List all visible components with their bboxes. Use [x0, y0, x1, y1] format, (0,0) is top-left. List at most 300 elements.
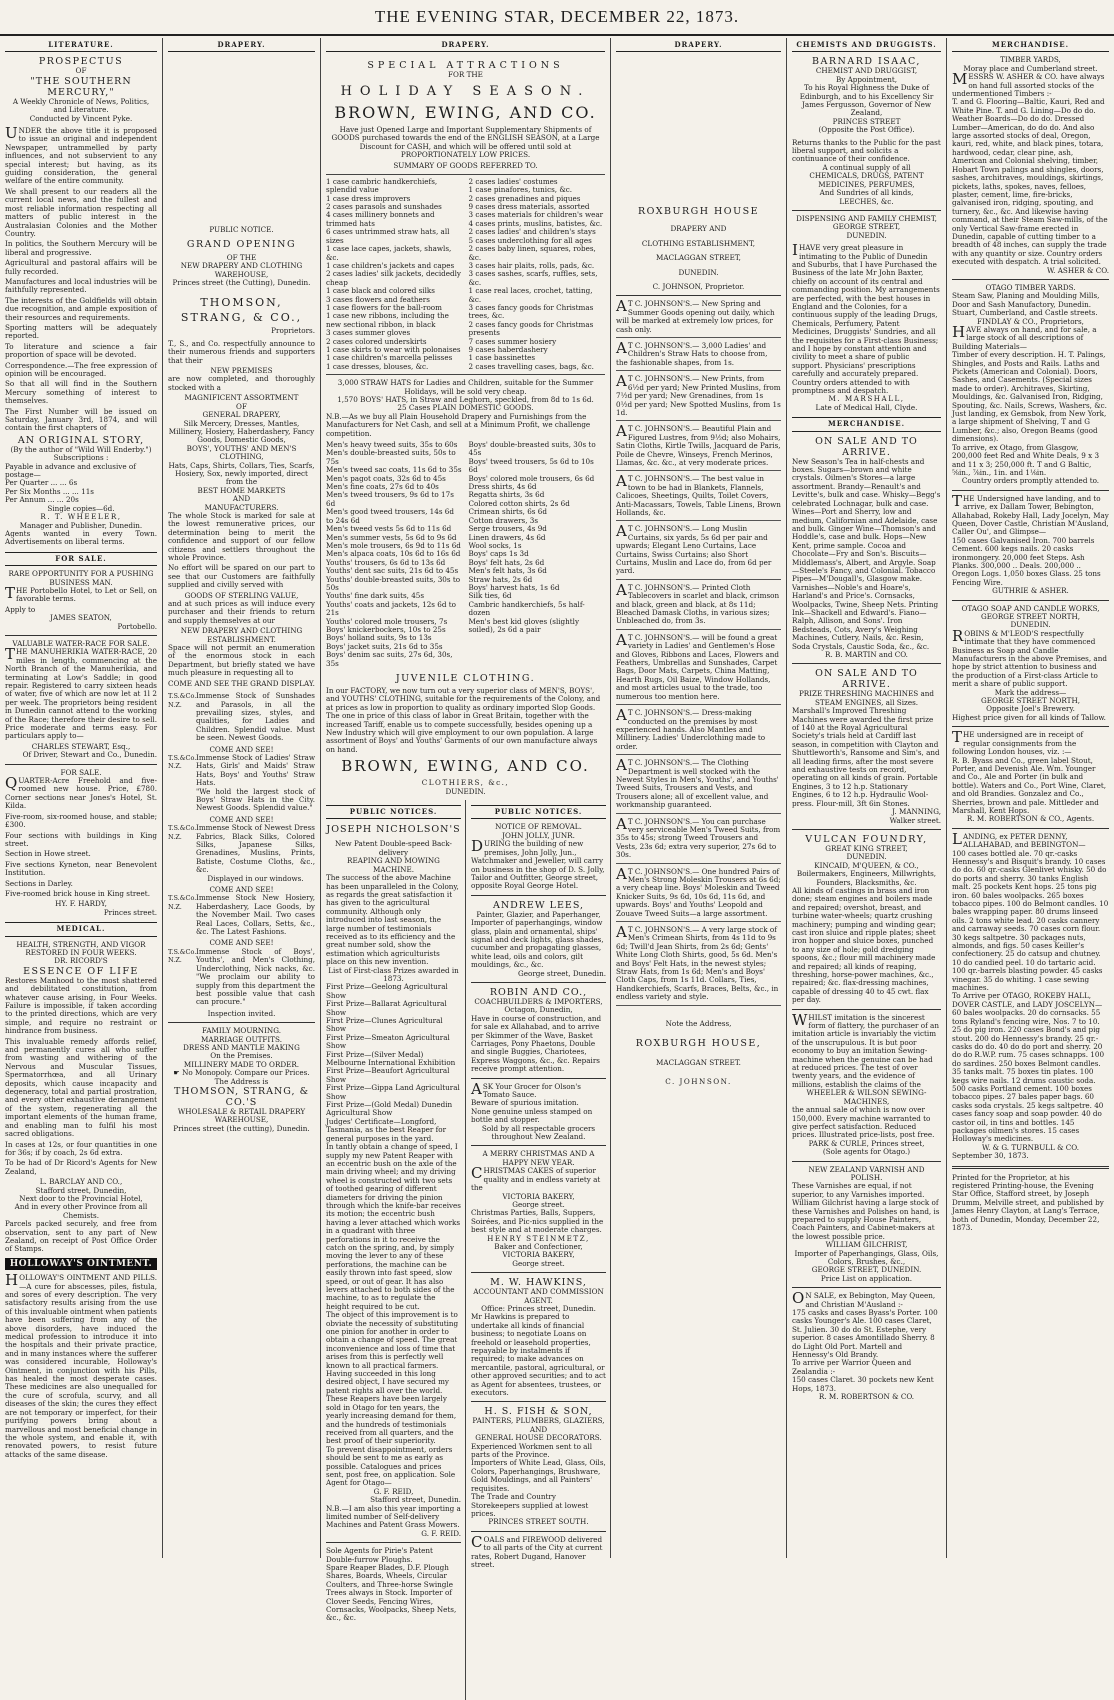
ad-title: GOODS OF STERLING VALUE, — [184, 590, 299, 600]
ad-title: WHEELER & WILSON SEWING-MACHINES, — [806, 1088, 927, 1106]
ad-place: George street, Dunedin. — [518, 968, 606, 978]
goods-item: 1 case bassinettes — [468, 353, 536, 363]
subscription-single: Single copies—6d. — [47, 503, 115, 513]
side-label: T.S.&Co. N.Z. — [168, 753, 197, 771]
ad-name: G. F. REID, — [373, 1486, 414, 1496]
price-item: Crimean shirts, 6s 6d — [468, 507, 547, 517]
ad-body: 25 Cases PLAIN DOMESTIC GOODS. — [397, 403, 534, 413]
ad-place: Stafford street, Dunedin, — [35, 1185, 127, 1195]
stock-item: Immense Stock of Boys', Youths', and Men's Clothing, Underclothing, Nick nacks, &c. "We proclaim our ability to supply from this department the best possible value that cash can procure." — [196, 946, 315, 1007]
price-item: Youths' dent sac suits, 21s 6d to 45s — [326, 566, 459, 576]
prize-list — [326, 983, 461, 1118]
ad-body: Five-roomed brick house in King street. — [5, 888, 150, 898]
ad-body: Christmas Parties, Balls, Suppers, Soirées, and Pic-nics supplied in the best style and at moderate charges. — [471, 1208, 604, 1235]
ad-body: 100 cases bottled ale. 70 qr.-casks Hennessy's and Bisquit's brandy. 10 cases do do. 60 qr.-casks Glenlivet whisky. 50 do do ports and sherry. 30 tanks English malt. 25 pockets Kent hops. 25 tons pig iron. 60 bales woolpacks. 265 boxes tobacco pipes. 100 do Belmont candles. 10 bales wrapping paper. 80 drums linseed oils. 2 tons white lead. 20 casks cannery and carraway seeds. 70 cases corn flour. 30 kegs saltpetre. 30 packages nuts, almonds, and figs. 50 cases Keiller's confectionery. 25 do catsup and chutney. 10 do candied peel. 10 do tartaric acid. 100 qr.-barrels blasting powder. 45 casks vinegar. 35 do whiting. 1 case sewing machines. — [952, 848, 1109, 993]
ad-text: COACHBUILDERS & IMPORTERS, — [474, 996, 603, 1006]
side-label: T.S.&Co. N.Z. — [168, 894, 197, 911]
ad-place: DUNEDIN. — [846, 230, 887, 240]
goods-item: 2 cases colored underskirts — [326, 336, 427, 346]
johnson-ad: AT C. JOHNSON'S.— You can purchase very serviceable Men's Tweed Suits, from 35s to 45s; strong Tweed Trousers and Vests, 23s 6d; extra very superior, 27s 6d to 30s. — [616, 818, 781, 864]
column-literature — [0, 38, 163, 1558]
ad-body: Space will not permit an enumeration of the enormous stock in each Department, but briefly stated we have much pleasure in requesting all to — [168, 643, 315, 678]
prize-item: First Prize—(Gold Medal) Dunedin Agricultural Show — [326, 1100, 453, 1118]
column-heading: DRAPERY. — [326, 38, 605, 52]
ad-name: WILLIAM GILCHRIST, — [825, 1240, 908, 1250]
goods-item: 1 case new ribbons, including the new sectional ribbon, in black — [326, 311, 449, 329]
ad-body: In our FACTORY, we now turn out a very superior class of MEN'S, BOYS', and YOUTHS' CLOTHING, suitable for the requirements of the Colony, and at prices as low in proportion to quality as ordinary imported Slop Goods. The one in price of this class of labor in Great Britain, together with the increased Tariff, enable us to compete successfully, besides opening up a New Industry which will give employment to our own population. A large assortment of Boys' and Youths' Garments of our own manufacture always on hand. — [326, 686, 601, 754]
section-heading: MEDICAL. — [5, 922, 157, 936]
johnson-ad: AT C. JOHNSON'S.— The best value in town to be had in Blankets, Flannels, Calicoes, Sheetings, Quilts, Toilet Covers, Anti-Macassars, Towels, Table Linens, Brown Hollands, &c. — [616, 475, 781, 521]
price-item: Boys' knickerbockers, 10s to 25s — [326, 624, 446, 634]
stock-item: Immense Stock of Sunshades and Parasols, in all the prevailing sizes, styles, and qualities, for Ladies and Children. Splendid value. Must be seen. Newest Goods. — [196, 691, 315, 743]
side-label: T.S.&Co. N.Z. — [168, 824, 197, 841]
prize-item: First Prize—(Silver Medal) Melbourne International Exhibition — [326, 1049, 456, 1068]
holloway-banner: HOLLOWAY'S OINTMENT. — [5, 1258, 157, 1270]
ad-name: JOHN JOLLY, JUNR. — [502, 830, 575, 840]
price-item: Linen drawers, 4s 6d — [468, 532, 546, 542]
prospectus-body: The First Number will be issued on Saturday, January 3rd, 1874, and will contain the first chapters of — [5, 406, 157, 433]
goods-item: 9 cases haberdashery — [468, 344, 548, 354]
subscription-rate: Per Quarter ... ... 6s — [5, 478, 78, 488]
ad-title: DRESS AND MANTLE MAKING — [183, 1042, 300, 1052]
goods-item: 1 case cambric handkerchiefs, splendid value — [326, 176, 438, 195]
ad-body: THE Portobello Hotel, to Let or Sell, on favorable terms. — [5, 583, 157, 604]
ad-title: PRIZE THRESHING MACHINES and STEAM ENGINES, all Sizes. — [798, 689, 935, 707]
ad-body: Steam Saw, Planing and Moulding Mills, Door and Sash Manufactory, Dunedin. Stuart, Cumberland, and Castle streets. — [952, 291, 1100, 318]
ad-place: GEORGE STREET, — [832, 222, 901, 232]
ad-title: BOYS', YOUTHS' AND MEN'S CLOTHING, — [186, 443, 297, 462]
stock-item: Immense Stock of Ladies' Straw Hats, Girls' and Maids' Straw Hats, Boys' and Youths' Straw Hats. — [196, 752, 315, 788]
ad-body: ROBINS & M'LEOD'S respectfully intimate that they have commenced Business as Soap and Candle Manufacturers in the above Premises, and hope by strict attention to business and the production of a First-class Article to merit a share of public support. — [952, 626, 1107, 689]
ad-name: HY. F. HARDY, — [55, 899, 107, 909]
ad-body: Spare Reaper Blades, D.F. Plough Shares, Boards, Wheels, Circular Coulters, and Three-horse Swingle Trees always in Stock. Importer of Clover Seeds, Fencing Wires, Cornsacks, Woolpacks, Sheep Nets, &c., &c. — [326, 1563, 457, 1623]
johnson-ad: AT C. JOHNSON'S.— One hundred Pairs of Men's Strong Moleskin Trousers at 6s 6d; a very cheap line. Boys' Moleskin and Tweed Knicker Suits, 9s 6d, 10s 6d, 11s 6d, and upwards. Boys' and Youths' Leopold and Zouave Tweed Suits—a large assortment. — [616, 868, 781, 922]
ad-body: QUARTER-Acre Freehold and five-roomed new house. Price, £780. Corner sections near Jones's Hotel, St. Kilda. — [5, 774, 157, 811]
firm-name: THOMSON, STRANG, & CO.'S — [173, 1085, 310, 1108]
ad-title: NOTICE OF REMOVAL. — [495, 822, 582, 832]
ad-title: VULCAN FOUNDRY, — [805, 833, 928, 845]
section-heading: PUBLIC NOTICES. — [326, 805, 461, 819]
ad-body: To Arrive per OTAGO, ROKEBY HALL, DOVER CASTLE, and LADY JOSCELYN— — [952, 991, 1103, 1009]
ad-place: MACLAGGAN STREET. — [656, 1058, 741, 1068]
goods-item: 3 cases hair plaits, rolls, pads, &c. — [468, 260, 595, 270]
goods-item: 1 case dresses, blouses, &c. — [326, 361, 429, 371]
goods-item: 6 cases untrimmed straw hats, all sizes — [326, 227, 450, 245]
price-item: Cambric handkerchiefs, 5s half-dozen — [468, 599, 585, 618]
ad-body: Have just Opened Large and Important Supplementary Shipments of GOODS purchased towards the end of the ENGLISH SEASON, at a Large Discount for CASH, and which will be offered until sold at PROPORTIONATELY LOW PRICES. — [331, 124, 600, 160]
ad-body: T. and G. Flooring—Baltic, Kauri, Red and White Pine. T. and G. Lining—Do do do. Weather Boards—Do do do. Dressed Lumber—American, do do do. And also large assorted stocks of deal, Oregon, kauri, red, white, and black pines, totara, hardwood, cedar, clear pine, ash, American and Colonial shelving, timber, Hobart Town palings and shingles, doors, sashes, architraves, mouldings, skirtings, pickets, laths, spokes, naves, felloes, plaster, cement, lime, fire-bricks, galvanised iron, ridging, spouting, and turnery, &c., &c. And likewise having command, at their Steam Saw-mills, of the only Vertical Saw-frame erected in Dunedin, capable of cutting timber to a breadth of 48 inches, can supply the trade with any quantity or size. Country orders executed with despatch. A trial solicited. — [952, 97, 1108, 267]
goods-item: 1 case lace capes, jackets, shawls, &c. — [326, 244, 452, 262]
ad-title: GENERAL DRAPERY, — [202, 410, 281, 420]
ad-text: Baker and Confectioner, — [494, 1241, 583, 1251]
johnson-ad: AT C. JOHNSON'S.— will be found a great variety in Ladies' and Gentlemen's Hose and Gloves, Ribbons and Laces, Flowers and Feathers, Umbrellas and Sunshades, Carpet Bags, Door Mats, Carpets, China Matting, Hearth Rugs, Oil Baize, Window Hollands, and most articles usual to the trade, too numerous too mention here. — [616, 634, 781, 705]
ad-body: ASK Your Grocer for Olson's Tomato Sauce. — [471, 1079, 581, 1100]
ad-body: T., S., and Co. respectfully announce to their numerous friends and supporters that their — [168, 338, 315, 365]
ad-place: DUNEDIN. — [678, 267, 719, 277]
story-by: (By the author of "Wild Will Enderby.") — [10, 444, 152, 454]
ad-place: (Opposite the Post Office). — [818, 125, 915, 135]
goods-item: 3 cases flowers and feathers — [326, 294, 430, 304]
price-item: Boys' tweed trousers, 5s 6d to 10s 6d — [468, 456, 594, 475]
ad-name: W. ASHER & CO. — [1047, 265, 1109, 275]
johnson-ad: AT C. JOHNSON'S.— New Spring and Summer Goods opening out daily, which will be marked at extremely low prices, for cash only. — [616, 300, 781, 338]
ad-title: JUVENILE CLOTHING. — [395, 673, 536, 684]
ad-place: Princes street (the Cutting), Dunedin. — [172, 278, 311, 288]
ad-text: OF THE — [226, 252, 257, 262]
ad-body: N.B.—As we buy all Plain Household Drapery and Furnishings from the Manufacturers for Net Cash, and sell at a Minimum Profit, we challenge competition. — [326, 411, 591, 438]
ad-body: Importers of White Lead, Glass, Oils, Colors, Paperhangings, Brushware, Gold Mouldings, and all Painters' requisites. — [471, 1458, 606, 1493]
prospectus-body: We shall present to our readers all the current local news, and the fullest and most reliable information respecting all matters of public interest in the Australasian Colonies and the Mother Country. — [5, 186, 157, 238]
subscription-rate: Per Six Months ... ... 11s — [5, 486, 94, 496]
ad-title: GENERAL HOUSE DECORATORS. — [475, 1433, 602, 1443]
price-item: Boys' colored mole trousers, 6s 6d — [468, 473, 595, 483]
column-heading: DRAPERY. — [168, 38, 315, 52]
ad-title: FAMILY MOURNING. — [201, 1026, 281, 1036]
goods-list — [469, 178, 606, 371]
ad-body: and at such prices as will induce every purchaser and their friends to return and supply themselves at our — [168, 599, 315, 625]
price-item: Dress shirts, 4s 6d — [468, 482, 537, 492]
goods-list — [326, 178, 463, 371]
firm-name: THOMSON, STRANG, & CO., — [180, 296, 303, 325]
johnson-ad: AT C. JOHNSON'S.— A very large stock of Men's Crimean Shirts, from 4s 11d to 9s 6d; Twill'd Jean Shirts, from 2s 6d; Gents' White Long Cloth Shirts, good, 5s 6d. Men's and Boys' Felt Hats, in the newest styles; Straw Hats, from 1s 6d; Men's and Boys' Cloth Caps, from 1s 11d. Collars, Ties, Handkerchiefs, Scarfs, Braces, Belts, &c., in endless variety and style. — [616, 926, 781, 1006]
price-item: Youths' colored mole trousers, 7s — [326, 616, 448, 626]
prospectus-body: The interests of the Goldfields will obtain due recognition, and ample exposition of their resources and requirements. — [5, 295, 157, 322]
ad-place: Of Driver, Stewart and Co., Dunedin. — [22, 750, 157, 760]
ad-title: COME AND SEE! — [209, 885, 274, 895]
column-heading: CHEMISTS AND DRUGGISTS. — [792, 38, 941, 52]
imprint: Printed for the Proprietor, at his registered Printing-house, the Evening Star Office, Stafford street, by Joseph Drumm, Melville street, and published by James Henry Clayton, at Lang's Terrace, both of Dunedin, Monday, December 22, 1873. — [952, 1172, 1104, 1233]
price-item: Serge trousers, 4s 9d — [468, 524, 547, 534]
ad-name: J. MANNING, — [892, 807, 941, 817]
ad-body: In cases at 12s, or four quantities in one for 36s; if by coach, 2s 6d extra. — [5, 1139, 157, 1157]
johnson-ad: AT C. JOHNSON'S.— Beautiful Plain and Figured Lustres, from 9½d; also Mohairs, Satin Cloths, Kirtle Twills, Jacquard de Paris, Poile de Chevre, Winseys, French Merinos, Llamas, &c. &c., at very moderate prices. — [616, 425, 781, 471]
price-item: Boys' holland suits, 9s to 13s — [326, 633, 432, 643]
ad-body: LANDING, ex PETER DENNY, ALLAHABAD, and BEBINGTON— — [952, 829, 1086, 850]
ad-body: CHRISTMAS CAKES of superior quality and in endless variety at the — [471, 1164, 601, 1193]
ad-text: (Sole agents for Otago.) — [822, 1147, 911, 1157]
price-item: Men's double-breasted suits, 50s to 75s — [326, 448, 456, 466]
ad-body: 3,000 STRAW HATS for Ladies and Children, suitable for the Summer Holidays, will be sold very cheap. — [337, 378, 594, 396]
ad-title: MILLINERY MADE TO ORDER. — [183, 1059, 300, 1069]
goods-item: 4 cases millinery bonnets and trimmed hats — [326, 210, 435, 228]
ad-title: List of First-class Prizes awarded in 1873. — [328, 965, 459, 983]
ad-text: FOR THE — [448, 70, 483, 80]
ad-text: On the Premises. — [210, 1051, 273, 1061]
ad-text: AND — [529, 1424, 548, 1434]
goods-item: 1 case pinafores, tunics, &c. — [468, 185, 573, 195]
ad-title: RARE OPPORTUNITY FOR A PUSHING BUSINESS MAN. — [8, 569, 154, 587]
ad-name: C. JOHNSON. — [665, 1076, 732, 1086]
ad-title: A MERRY CHRISTMAS AND A HAPPY NEW YEAR. — [482, 1149, 595, 1167]
price-item: Silk ties, 6d — [468, 591, 512, 601]
ad-body: THE MANUHERIKIA WATER-RACE, 20 miles in length, commencing at the North Branch of the Manuherikia, and terminating at Low's Saddle; in good repair. Registered to carry sixteen heads of water, five of which are now let at 1l 2 per week. The proprietors being resident in Dunedin cannot attend to the working of the Race; therefore their desire to sell. Price moderate and terms easy. For particulars apply to— — [5, 645, 157, 741]
ad-title: NEW ZEALAND VARNISH AND POLISH. — [808, 1164, 925, 1182]
ad-place: Next door to the Provincial Hotel, — [19, 1193, 143, 1203]
prize-item: First Prize—Geelong Agricultural Show — [326, 982, 448, 1000]
ad-title: ON SALE AND TO ARRIVE. — [815, 668, 918, 691]
ad-body: Experienced Workmen sent to all parts of the Province. — [471, 1441, 593, 1460]
ad-place: PRINCES STREET SOUTH. — [488, 1517, 589, 1527]
ad-title: NEW PREMISES — [210, 366, 273, 376]
ad-text: ☛ No Monopoly. Compare our Prices. — [173, 1068, 310, 1078]
ad-body: WHILST imitation is the sincerest form of flattery, the purchaser of an imitation article is invariably the victim of the unscrupulous. It is but poor economy to buy an imitation Sewing-machine when the genuine can be had at reduced prices. The test of over twenty years, and the evidence of millions, establish the claims of the — [792, 1010, 939, 1089]
goods-item: 7 cases summer hosiery — [468, 336, 557, 346]
ad-title: JOSEPH NICHOLSON'S — [326, 824, 461, 836]
ad-body: 1,570 BOYS' HATS, in Straw and Leghorn, speckled, from 8d to 1s 6d. — [337, 395, 594, 404]
ad-title: BEST HOME MARKETS — [197, 485, 286, 495]
price-item: Wool socks, 1s — [468, 540, 522, 550]
ad-body: Parcels packed securely, and free from observation, sent to any part of New Zealand, on receipt of Post Office Order of Stamps. — [5, 1219, 157, 1254]
ad-title: VALUABLE WATER-RACE FOR SALE. — [12, 638, 150, 648]
ad-title: WAREHOUSE, — [214, 1115, 269, 1125]
ad-body: Judges' Certificate—Longford, Tasmania, as the best Reaper for general purposes in the yard. — [326, 1116, 447, 1143]
ad-body: HAVE always on hand, and for sale, a large stock of all descriptions of Building Materials— — [952, 323, 1097, 351]
ad-body: Importer of paperhangings, window glass, plain and ornamental, ships' signal and deck lights, glass shades, cucumber and propagating glasses, white lead, oils and colors, gilt mouldings, &c., &c. — [471, 918, 604, 970]
ad-place: George street. — [512, 1258, 565, 1268]
ad-place: Octagon, Dunedin, — [504, 1005, 573, 1015]
johnson-ad: AT C. JOHNSON'S.— New Prints, from 6½d per yard; New Printed Muslins, from 7½d per yard; New Grenadines, from 1s 0½d per yard; New Spotted Muslins, from 1s 1d. — [616, 375, 781, 421]
ad-body: To be had of Dr Ricord's Agents for New Zealand, — [5, 1158, 157, 1176]
johnson-ad: AT C. JOHNSON'S.— Printed Cloth Tablecovers in scarlet and black, crimson and black, green and black, at 8s 11d; Bleached Damask Cloths, in various sizes; Unbleached do, from 3s. — [616, 584, 781, 630]
goods-item: 5 cases underclothing for all ages — [468, 235, 592, 245]
side-label: T.S.&Co. N.Z. — [168, 947, 197, 965]
price-item: Men's mole trousers, 6s 9d to 11s 6d — [326, 540, 461, 550]
goods-item: 2 cases ladies' silk jackets, decidedly cheap — [326, 269, 461, 287]
ad-body: No effort will be spared on our part to see that our Customers are faithfully supplied and civilly served with — [168, 563, 315, 590]
ad-body: To arrive per Warrior Queen and Zealandia :- — [792, 1358, 912, 1376]
goods-item: 1 case flowers for the ball-room — [326, 302, 442, 312]
prospectus-body: In politics, the Southern Mercury will be liberal and progressive. — [5, 239, 157, 257]
ad-body: Just landing, ex Gemsbok, from New York, a large shipment of Shelving, T and G Lumber, &c.; also, Oregon Beams (good dimensions). — [952, 409, 1107, 444]
ad-body: All kinds of castings in brass and iron done; steam engines and boilers made and repaired; overshot, breast, and turbine water-wheels; quartz crushing machinery; pumping and winding gear; cast iron sluice and ripple plates; sheet iron hopper and sluice boxes, punched to any size of hole; gold dredging spoons, &c.; flour mill machinery made and repaired; all kinds of reaping, threshing, horse-power machines, &c., repaired; &c. flax-dressing machines, capable of dressing 40 to 45 cwt. flax per day. — [792, 885, 936, 1005]
ad-name: DR. RICORD'S — [54, 956, 108, 966]
ad-name: M. MARSHALL, — [828, 394, 905, 404]
ad-text: By Appointment, — [835, 74, 898, 84]
section-heading: FOR SALE. — [5, 552, 157, 566]
ad-place: DUNEDIN. — [846, 852, 887, 862]
ad-title: COME AND SEE THE GRAND DISPLAY. — [168, 678, 315, 688]
ad-name: KINCAID, M'QUEEN, & CO., — [814, 860, 919, 870]
ad-body: Sections in Darley. — [5, 878, 73, 888]
ad-body: These Reapers have been largely sold in Otago for ten years, the yearly increasing demand for them, and the hundreds of testimonials received from all quarters, and the best proof of their superiority. — [326, 1394, 457, 1446]
price-item: Colored cotton shirts, 2s 6d — [468, 498, 570, 508]
ad-name: JAMES SEATON, — [50, 613, 112, 623]
masthead-title: THE EVENING STAR, DECEMBER 22, 1873. — [374, 7, 740, 26]
ad-title: HOLIDAY SEASON. — [340, 83, 591, 99]
ad-body: COALS and FIREWOOD delivered to all parts of the City at current rates, Robert Dugand, Hanover street. — [471, 1532, 603, 1569]
section-heading: PUBLIC NOTICES. — [471, 805, 606, 819]
ad-body: 150 cases Galvanised Iron. 700 barrels Cement. 600 kegs nails. 20 casks ironmongery. 20,000 feet Steps. Ash Planks. 300,000 .. Deals. 200,000 .. Oregon Logs. 1,050 boxes Glass. 25 tons Fencing Wire. — [952, 535, 1101, 587]
goods-item: 3 cases summer gloves — [326, 328, 411, 338]
ad-title: NEW DRAPERY AND CLOTHING WAREHOUSE, — [180, 261, 303, 279]
price-item: Boys' jacket suits, 21s 6d to 35s — [326, 641, 443, 651]
firm-name: BROWN, EWING, AND CO. — [341, 757, 590, 776]
price-item: Youths' coats and jackets, 12s 6d to 21s — [326, 599, 456, 618]
column-heading: MERCHANDISE. — [952, 38, 1109, 52]
prize-item: First Prize—Smeaton Agricultural Show — [326, 1032, 450, 1051]
prospectus-body: Sporting matters will be adequately reported. — [5, 322, 157, 341]
ad-text: Hats, Caps, Shirts, Collars, Ties, Scarfs, Hosiery, Sox, newly imported, direct from the — [168, 460, 315, 487]
ad-body: HOLLOWAY'S OINTMENT AND PILLS.—A cure for abscesses, piles, fistula, and sores of every description. The very satisfactory results arising from the use of this invaluable ointment when patients have been suffering from any of the above disorders, have induced the medical profession to introduce it into the hospitals and their private practice, and in many instances where the sufferer was considered incurable, Holloway's Ointment, in conjunction with his Pills, has healed the most desperate cases. These medicines are also unequalled for the cure of scrofula, scurvy, and all diseases of the skin; the cures they effect are not temporary or imperfect, for their purifying powers bring about a marvellous and most beneficial change in the whole system, and enable it, with renovated powers, to resist future attacks of the same disease. — [5, 1271, 157, 1459]
ad-title: ON SALE AND TO ARRIVE. — [815, 435, 918, 458]
price-item: Straw hats, 2s 6d — [468, 574, 533, 584]
ad-body: 150 cases Claret. 30 pockets new Kent Hops, 1873. — [792, 1375, 934, 1393]
ad-place: DUNEDIN. — [1010, 620, 1051, 630]
ad-place: GREAT KING STREET, — [825, 843, 908, 853]
ad-body: This invaluable remedy affords relief, and permanently cures all who suffer from wasting and withering of the Nervous and Muscular Tissues, Spermatorrhœa, and all Urinary deposits, which cause incapacity and degeneracy, total and partial prostration, and every other exhaustive derangement of the system, regenerating all the important elements of the human frame, and enabling man to fulfil his most sacred obligations. — [5, 1036, 157, 1139]
ad-text: Inspection invited. — [207, 1008, 276, 1018]
price-list — [469, 441, 606, 668]
goods-item: 2 cases travelling cases, bags, &c. — [468, 361, 594, 371]
manager-role: Manager and Publisher, Dunedin. — [19, 520, 143, 530]
ad-date: September 30, 1873. — [952, 1151, 1029, 1161]
columns — [0, 38, 1114, 1623]
ad-name: GUTHRIE & ASHER. — [992, 586, 1069, 596]
ad-name: W. & G. TURNBULL & CO. — [981, 1142, 1080, 1152]
ad-name: HENRY STEINMETZ, — [487, 1233, 590, 1243]
ad-text: Note the Address, — [665, 1018, 732, 1028]
ad-body: Returns thanks to the Public for the past liberal support, and solicits a continuance of their confidence. — [792, 137, 941, 164]
ad-title: DISPENSING AND FAMILY CHEMIST, — [796, 213, 937, 223]
ad-place: Portobello. — [117, 621, 157, 631]
shop-name: ROXBURGH HOUSE — [637, 206, 760, 218]
ad-title: MANUFACTURERS. — [204, 502, 279, 512]
ad-text: Price List on application. — [820, 1273, 913, 1283]
ad-title: PRINCES STREET — [832, 116, 901, 126]
price-item: Cotton drawers, 3s — [468, 515, 539, 525]
ad-name: FINDLAY & CO., Proprietors, — [977, 316, 1084, 326]
prospectus-body: UNDER the above title it is proposed to issue an original and independent Newspaper, untrammelled by party influences, and not subservient to any special interest; but having, as its guiding consideration, the general welfare of the entire community. — [5, 124, 157, 186]
ad-body: 60 bales woolpacks. 20 do cornsacks. 55 tons Ryland's fencing wire, Nos. 7 to 10. 25 do pig iron. 220 cases Bond's and pig stout. 200 do Hennessy's brandy. 25 qr.-casks do do. 40 do do port and sherry. 20 do do R.W.P. rum. 75 cases schnapps. 100 do sardines. 250 boxes Belmont candles. 35 tanks malt. 75 boxes tin plates. 100 kegs wire nails. 12 drums caustic soda. 500 casks Portland cement. 100 boxes tobacco pipes. 27 bales paper bags. 60 casks soda crystals. 25 kegs saltpetre. 40 cases fancy soap and soap powder. 40 do castor oil, in tins and bottles. 145 packages oilmen's stores. 15 cases Holloway's medicines. — [952, 1008, 1105, 1144]
ad-body: the annual sale of which is now over 150,000. Every machine warranted to give perfect satisfaction. Reduced prices. Illustrated price-lists, post free. — [792, 1105, 935, 1140]
goods-item: 2 cases baby linen, squares, robes, &c. — [468, 244, 596, 262]
prospectus-body: Agricultural and pastoral affairs will be fully recorded. — [5, 258, 157, 276]
ad-name: ROBIN AND CO., — [489, 986, 588, 998]
paper-subtitle: A Weekly Chronicle of News, Politics, and Literature. — [12, 96, 150, 115]
ad-title: PAINTERS, PLUMBERS, GLAZIERS, — [472, 1416, 605, 1426]
price-item: Men's tweed sac coats, 11s 6d to 35s — [326, 465, 462, 475]
ad-body: Having succeeded in this long desired object, I have secured my patent rights all over the world. — [326, 1369, 449, 1395]
price-item: Youths' double-breasted suits, 30s to 50s — [326, 574, 461, 592]
ad-title: NEW DRAPERY AND CLOTHING ESTABLISHMENT. — [180, 626, 303, 644]
ad-place: Late of Medical Hall, Clyde. — [815, 402, 918, 412]
ad-title: CHEMICALS, DRUGS, PATENT MEDICINES, PERFUMES, — [809, 171, 924, 189]
ad-name: PARK & CURLE, Princes street, — [808, 1138, 925, 1148]
price-item: Men's felt hats, 3s 6d — [468, 566, 547, 576]
ad-text: New Patent Double-speed Back-delivery — [335, 839, 452, 857]
prize-item: First Prize—Clunes Agricultural Show — [326, 1016, 443, 1034]
paper-name: "THE SOUTHERN MERCURY," — [30, 75, 132, 98]
price-item: Boys' harvest hats, 1s 6d — [468, 582, 560, 592]
ad-name: M. W. HAWKINS, — [490, 1277, 587, 1289]
ad-body: Timber of every description. H. T. Palings, Shingles, and Posts and Rails. Laths and Pickets (American and Colonial). Doors, Sashes, and Casements. (Special sizes made to order). Architraves, Skirting, Mouldings, &c. Galvanised Iron, Ridging, Spouting, &c. Nails, Screws, Washers, &c. — [952, 350, 1107, 410]
ad-title: TIMBER YARDS, — [1000, 55, 1061, 65]
ad-body: DURING the building of new premises, John Jolly, Jun., Watchmaker and Jeweller, will carry on business in the shop of D. S. Jolly, Tailor and Outfitter, George street, opposite Royal George Hotel. — [471, 837, 605, 891]
subscription-rate: Per Annum ... ... 20s — [5, 495, 79, 505]
public-notices-column — [471, 800, 606, 1700]
price-item: Men's fine coats, 27s 6d to 40s — [326, 482, 439, 492]
ad-name: BARNARD ISAAC, — [812, 56, 921, 68]
ad-name: L. BARCLAY AND CO., — [39, 1177, 123, 1187]
ad-text: Silk Mercery, Dresses, Mantles, Millinery, Hosiery, Haberdashery, Fancy Goods, Domestic Goods, — [168, 418, 315, 445]
johnson-ad: AT C. JOHNSON'S.— The Clothing Department is well stocked with the Newest Styles in Men's, Youths', and Youths' Tweed Suits, Trousers and Vests, and Trousers alone; all of excellent value, and workmanship guaranteed. — [616, 759, 781, 813]
ad-body: 175 casks and cases Byass's Porter. 100 casks Younger's Ale. 100 cases Claret, St. Julien. 30 do do St. Estephe, very superior. 8 cases Amontillado Sherry. 8 do Light Old Port. Martell and Hennessy's Old Brandy. — [792, 1308, 938, 1360]
ad-body: In tantly obtain a change of speed, I supply my new Patent Reaper with an eccentric bush on the axle of the main driving wheel; and my driving wheel is constructed with two sets of toothed gearing of different diameters for driving the pinion through which the knife-bar receives its motion; the eccentric bush having a lever attached which works in a quadrant with three perforations in it to receive the catch on the spring, and, by simply moving the lever to any of these perforations, the machine can be easily thrown into fast speed, slow speed, or out of gear. It has also levers attached to both sides of the machine, to as to regulate the height required to be cut. — [326, 1142, 462, 1311]
ad-body: MESSRS W. ASHER & CO. have always on hand full assorted stocks of the undermentioned Timbers :- — [952, 70, 1105, 99]
subscriptions-intro: Payable in advance and exclusive of postage— — [5, 461, 136, 480]
ad-body: To prevent disappointment, orders should be sent to me as early as possible. Catalogues and prices sent, post free, on application. Sole Agent for Otago— — [326, 1444, 456, 1488]
ad-title: COME AND SEE! — [209, 744, 274, 754]
ad-title: DRAPERY AND — [670, 224, 727, 234]
ad-title: COME AND SEE! — [209, 938, 274, 948]
ad-text: The Address is — [214, 1076, 269, 1086]
side-label: T.S.&Co. N.Z. — [168, 692, 197, 709]
ad-name: C. JOHNSON, Proprietor. — [652, 282, 745, 292]
price-list — [326, 441, 463, 668]
ad-text: Boilermakers, Engineers, Millwrights, Founders, Blacksmiths, &c. — [796, 869, 937, 887]
ad-body: ON SALE, ex Bebington, May Queen, and Christian M'Ausland :- — [792, 1289, 936, 1309]
ad-body: THE undersigned are in receipt of regular consignments from the following London houses, viz. :— — [952, 728, 1084, 757]
goods-item: 1 case children's jackets and capes — [326, 260, 455, 270]
stock-item: Immense Stock New Hosiery, Haberdashery, Lace Goods, by the November Mail. Two cases Real Laces, Collars, Setts, &c., &c. The Latest Fashions. — [196, 893, 315, 937]
ad-text: A continual supply of all — [822, 162, 911, 172]
goods-item: 2 cases parasols and sunshades — [326, 202, 442, 212]
goods-item: 2 cases ladies' costumes — [468, 176, 558, 186]
stock-item: Immense Stock of Newest Dress Fabrics, Black Silks, Colored Silks, Japanese Silks, Grenadines, Muslins, Prints, Batiste, Costume Cloths, &c., &c. — [196, 823, 315, 875]
ad-apply: Apply to — [5, 604, 36, 614]
goods-item: 2 cases grenadines and piques — [468, 193, 581, 203]
ad-text: Painter, Glazier, and Paperhanger, — [476, 909, 601, 919]
ad-body: New Season's Tea in half-chests and boxes. Sugars—brown and white crystals. Oilmen's Stores—a large assortment. Brandy—Renault's and Levitte's, bulk and case. Whisky—Begg's celebrated Lochnagar, bulk and case. Wines—Port and Sherry, low and medium, Californian and Adelaide, case and bulk. Ginger Wine—Thomson's and Hoddle's, case and bulk. Hops—New Kent, prime sample. Cocoa and Chocolate—Fry and Son's. Biscuits—Middlemass's, Albert, and Argyle. Soap—Steele's Fancy, and Colonial. Tobacco Pipes—M'Dougall's, Glasgow make. Varnishes—Noble's and Hoare's, Harland's and Price's. Cornsacks, Woolpacks, Twine, Sheep Nets. Printing Ink—Shackell and Edward's. Fiano—Ralph, Allison, and Sons'. Iron Bedsteads, Cots, Avery's Weighing Machines, Cutlery, Nails, &c. Resin, Soda Crystals, Caustic Soda, &c., &c. — [792, 456, 941, 651]
ad-text: To his Royal Highness the Duke of Edinburgh, and to his Excellency Sir James Fergusson, Governor of New Zealand, — [799, 83, 934, 118]
ad-body: These Varnishes are equal, if not superior, to any Varnishes imported. William Gilchrist having a large stock of these Varnishes and Polishes on hand, is prepared to supply House Painters, Coach Painters, and Cabinet-makers at the lowest possible price. — [792, 1181, 940, 1241]
ad-place: And in every other Province from all Chemists. — [14, 1202, 148, 1220]
ad-name: ANDREW LEES, — [492, 899, 585, 911]
ad-body: Sole Agents for Pirie's Patent Double-furrow Ploughs. — [326, 1546, 433, 1564]
goods-item: 1 case dress improvers — [326, 193, 411, 203]
ad-name: CHARLES STEWART, Esq., — [31, 741, 131, 751]
ad-body: N.B.—I am also this year importing a limited number of Self-delivery Machines and Patent Grass Mowers. — [326, 1503, 461, 1530]
ad-body: The whole Stock is marked for sale at the lowest remunerative prices, our determination being to merit the confidence and support of our fellow citizens and settlers throughout the whole Province. — [168, 510, 315, 562]
prize-item: First Prize—Beaufort Agricultural Show — [326, 1066, 450, 1084]
prospectus-title: PROSPECTUS — [38, 56, 124, 68]
goods-item: 1 case children's marcella pelisses — [326, 353, 453, 363]
johnson-ad: AT C. JOHNSON'S.— 3,000 Ladies' and Children's Straw Hats to choose from, the fashionable shapes, from 1s. — [616, 342, 781, 371]
ad-title: OTAGO SOAP AND CANDLE WORKS, — [961, 603, 1100, 613]
price-item: Men's summer vests, 5s 6d to 9s 6d — [326, 532, 457, 542]
ad-text: And Sundries of all kinds, — [819, 188, 914, 198]
prospectus-body: Correspondence.—The free expression of opinion will be encouraged. — [5, 360, 157, 378]
price-item: Youths' trousers, 6s 6d to 13s 6d — [326, 557, 446, 567]
ad-body: Five-room, six-roomed house, and stable; £300. — [5, 811, 157, 830]
prospectus-body: Manufactures and local industries will be faithfully represented. — [5, 276, 157, 295]
goods-item: 3 cases materials for children's wear — [468, 210, 604, 220]
goods-item: 3 cases fancy goods for Christmas trees, &c. — [468, 302, 594, 321]
ad-title: HEALTH, STRENGTH, AND VIGOR RESTORED IN FOUR WEEKS. — [16, 939, 146, 957]
ad-place: Office: Princes street, Dunedin. — [481, 1303, 596, 1313]
ad-title: OTAGO TIMBER YARDS. — [985, 282, 1076, 292]
price-item: Men's best kid gloves (slightly soiled), 2s 6d a pair — [468, 616, 580, 634]
ad-text: CLOTHIERS, &c., — [421, 778, 510, 788]
ad-place: Opposite Joel's Brewery. — [986, 704, 1075, 714]
prospectus-body: So that all will find in the Southern Mercury something of interest to themselves. — [5, 379, 157, 406]
ad-body: Marshall's Improved Threshing Machines were awarded the first prize of 140 at the Royal Agricultural Society's trials held at Cardiff last season, in competition with Clayton and Shuttleworth's, Ransome and Sim's, and all leading firms, after the most severe and exhaustive tests on record, operating on all kinds of grain. Portable Engines, 3 to 12 h.p. Stationary Engines, 6 to 12 h.p. Hydraulic Wool-press. Flour-mill, 3ft 6in Stones. — [792, 706, 940, 808]
ad-body: The object of this improvement is to obviate the necessity of substituting one pinion for another in order to obtain a change of speed. The great inconvenience and loss of time that arises from this is perfectly well known to all practical farmers. — [326, 1310, 459, 1370]
column-heading: DRAPERY. — [616, 38, 781, 52]
ad-body: IHAVE very great pleasure in intimating to the Public of Dunedin and Suburbs, that I have Purchased the Business of the late Mr John Baxter, chiefly on account of its central and commanding position. My arrangements are perfected, with the best houses in England and the Colonies, for a continuous supply of the leading Drugs, Chemicals, Perfumery, Patent Medicines, Druggists' Sundries, and all the requisites for a First-class Business; and I hope by constant attention and civility to meet a share of public support. Physicians' prescriptions carefully and accurately prepared. Country orders attended to with promptness and despatch. — [792, 241, 940, 396]
ad-name: R. M. ROBERTSON & CO. — [818, 1392, 915, 1402]
ad-body: are now completed, and thoroughly stocked with a — [168, 374, 315, 392]
